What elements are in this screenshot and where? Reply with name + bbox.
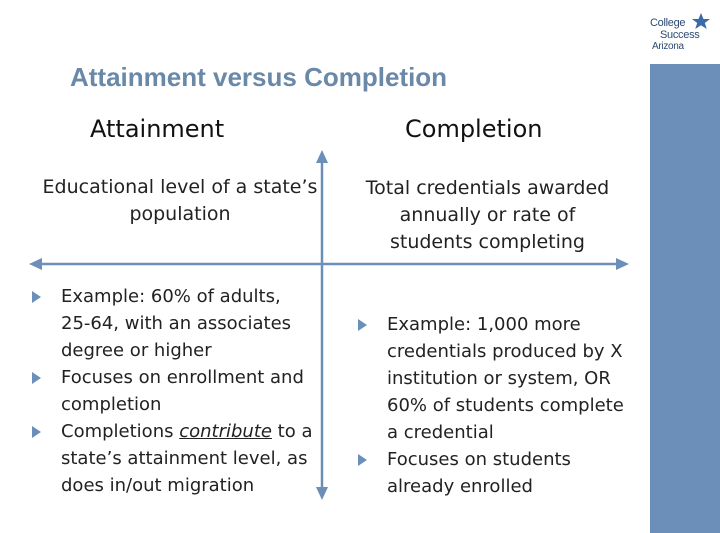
completion-heading: Completion [405,115,543,143]
slide-title: Attainment versus Completion [70,62,448,92]
attainment-definition: Educational level of a state’s population [42,176,318,225]
bullet-arrow-icon [358,319,367,331]
completion-bullets [356,311,636,500]
bullet-text: Focuses on enrollment and completion [61,367,304,415]
completion-definition: Total credentials awarded annually or rate of students completing [365,177,610,253]
bullet-text-pre: Completions [61,421,180,442]
list-item [356,446,636,500]
arrow-right-icon [616,258,629,270]
arrow-left-icon [29,258,42,270]
bullet-text: Example: 1,000 more credentials produced by X institution or system, OR 60% of students complete a credential [387,314,624,443]
bullet-arrow-icon [32,426,41,438]
bullet-arrow-icon [32,372,41,384]
logo-line-1: College [650,17,686,29]
bullet-text-emphasis: contribute [179,421,272,442]
logo-line-3: Arizona [652,41,684,52]
logo-line-2: Success [660,29,700,41]
bullet-text-post: to a state’s attainment level, as does in/out migration [61,421,313,496]
arrow-down-icon [316,487,328,500]
arrow-up-icon [316,150,328,163]
bullet-arrow-icon [358,454,367,466]
bullet-arrow-icon [32,291,41,303]
bullet-text: Example: 60% of adults, 25-64, with an associates degree or higher [61,286,292,361]
list-item [30,364,315,418]
list-item [30,418,315,499]
list-item [30,283,315,364]
attainment-heading: Attainment [90,115,225,143]
list-item [356,311,636,446]
attainment-bullets [30,283,315,499]
bullet-text: Focuses on students already enrolled [387,449,571,497]
